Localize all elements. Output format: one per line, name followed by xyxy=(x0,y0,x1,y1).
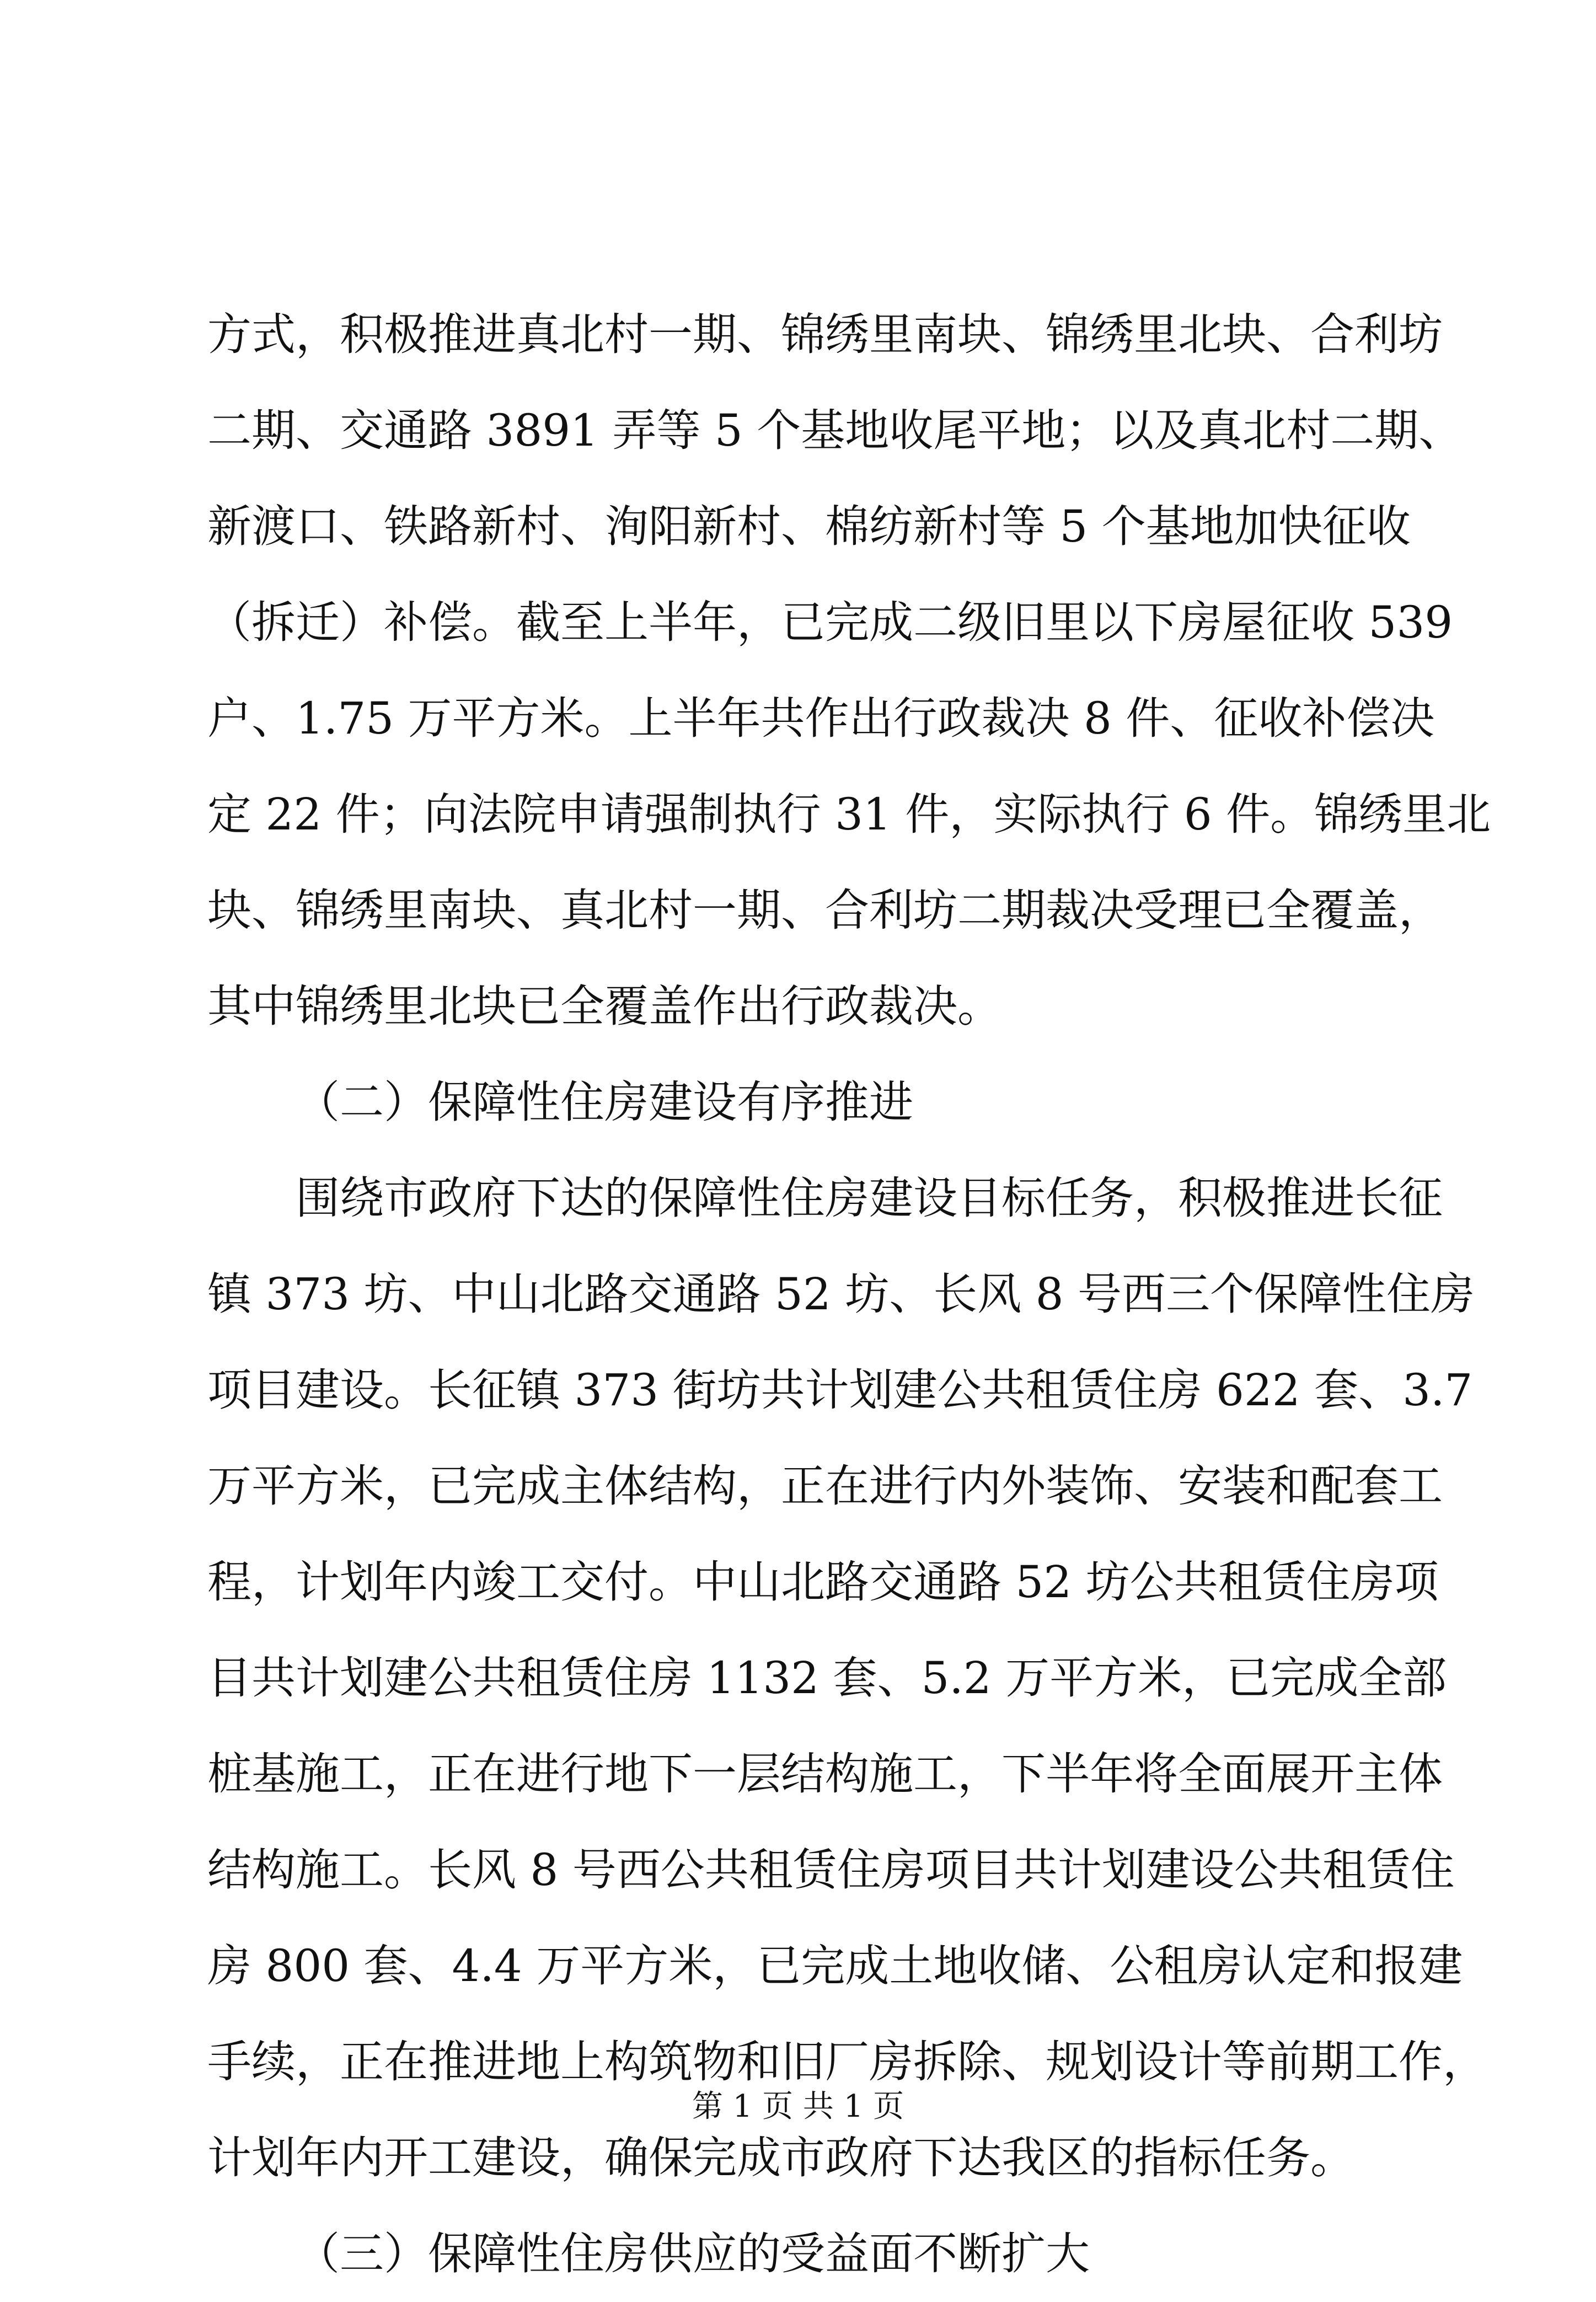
text-line: 二期、交通路 3891 弄等 5 个基地收尾平地；以及真北村二期、 xyxy=(207,405,1463,456)
paragraph-first-line: 围绕市政府下达的保障性住房建设目标任务，积极推进长征 xyxy=(296,1173,1443,1224)
body-text xyxy=(207,287,1491,2302)
text-line: 镇 373 坊、中山北路交通路 52 坊、长风 8 号西三个保障性住房 xyxy=(207,1268,1475,1320)
text-line: 方式，积极推进真北村一期、锦绣里南块、锦绣里北块、合利坊 xyxy=(207,309,1443,360)
text-line: （拆迁）补偿。截至上半年，已完成二级旧里以下房屋征收 539 xyxy=(207,597,1453,648)
section-heading-3: （三）保障性住房供应的受益面不断扩大 xyxy=(296,2228,1090,2279)
text-line: 项目建设。长征镇 373 街坊共计划建公共租赁住房 622 套、3.7 xyxy=(207,1364,1473,1416)
section-heading-2: （二）保障性住房建设有序推进 xyxy=(296,1077,913,1128)
page-footer xyxy=(0,2085,1596,2129)
text-line: 其中锦绣里北块已全覆盖作出行政裁决。 xyxy=(207,981,1001,1032)
page-number: 第 1 页 共 1 页 xyxy=(692,2089,904,2124)
text-line: 计划年内开工建设，确保完成市政府下达我区的指标任务。 xyxy=(207,2132,1354,2183)
text-line: 户、1.75 万平方米。上半年共作出行政裁决 8 件、征收补偿决 xyxy=(207,693,1435,744)
text-line: 手续，正在推进地上构筑物和旧厂房拆除、规划设计等前期工作， xyxy=(207,2036,1487,2087)
text-line: 新渡口、铁路新村、洵阳新村、棉纺新村等 5 个基地加快征收 xyxy=(207,501,1411,552)
text-line: 定 22 件；向法院申请强制执行 31 件，实际执行 6 件。锦绣里北 xyxy=(207,789,1491,840)
text-line: 块、锦绣里南块、真北村一期、合利坊二期裁决受理已全覆盖， xyxy=(207,885,1443,936)
text-line: 房 800 套、4.4 万平方米，已完成土地收储、公租房认定和报建 xyxy=(207,1940,1463,1992)
text-line: 桩基施工，正在进行地下一层结构施工，下半年将全面展开主体 xyxy=(207,1748,1443,1800)
text-line: 万平方米，已完成主体结构，正在进行内外装饰、安装和配套工 xyxy=(207,1460,1443,1512)
text-line: 结构施工。长风 8 号西公共租赁住房项目共计划建设公共租赁住 xyxy=(207,1844,1455,1896)
text-line: 目共计划建公共租赁住房 1132 套、5.2 万平方米，已完成全部 xyxy=(207,1652,1447,1704)
text-line: 程，计划年内竣工交付。中山北路交通路 52 坊公共租赁住房项 xyxy=(207,1556,1439,1608)
